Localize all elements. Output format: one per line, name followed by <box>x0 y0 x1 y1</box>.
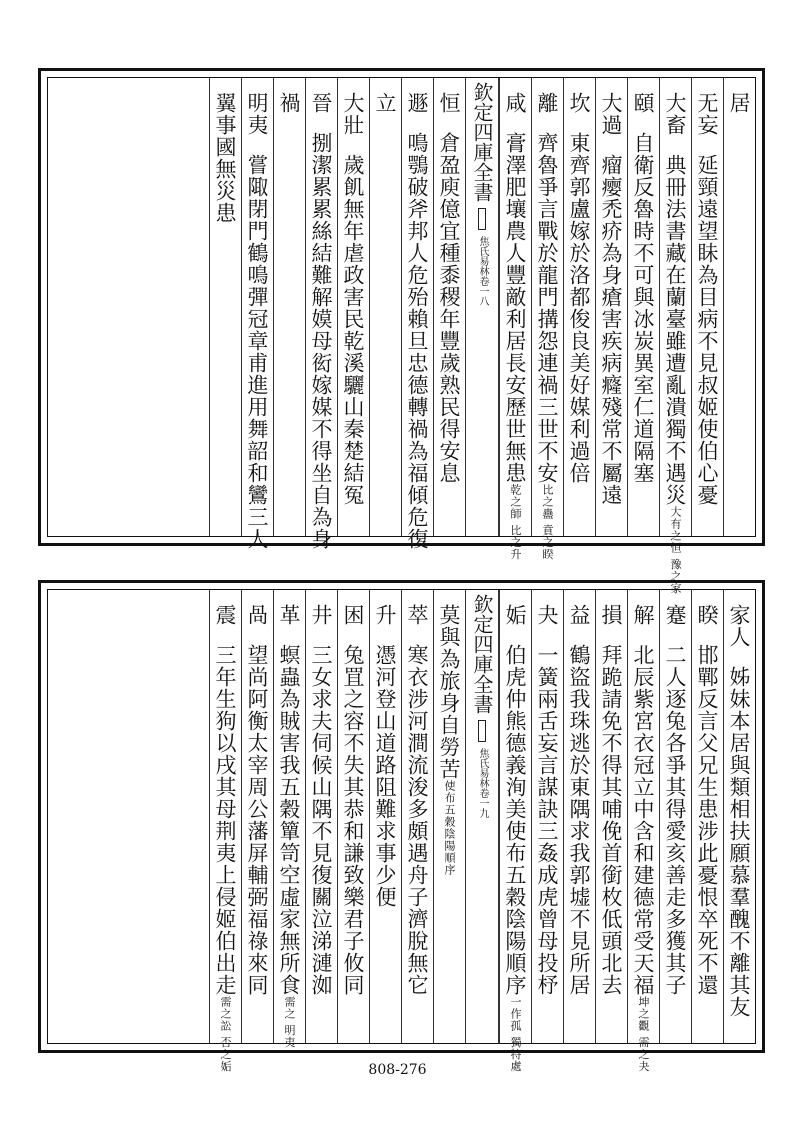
text-column <box>433 78 465 536</box>
interlinear-note: 比之蠱 賁之睽 <box>541 484 554 561</box>
verse-text: 鳴鶚破斧邦人危殆賴旦忠德轉禍為福傾危復 <box>405 132 429 550</box>
verse-text: 兔罝之容不失其恭和謙致樂君子攸同 <box>341 644 365 996</box>
text-column <box>499 78 531 561</box>
hexagram-heading: 萃 <box>405 604 429 626</box>
verse-text: 居 <box>727 92 751 114</box>
text-column <box>531 78 563 561</box>
hexagram-heading: 遯 <box>405 92 429 114</box>
verse-text: 立 <box>373 92 397 114</box>
interlinear-note: 坤之觀 需之夬 <box>637 996 650 1073</box>
fishtail-mark-icon <box>478 208 486 230</box>
hexagram-heading: 升 <box>373 604 397 626</box>
hexagram-heading: 无妄 <box>695 92 719 136</box>
interlinear-note: 一作孤 獨特處 <box>509 996 522 1073</box>
hexagram-heading: 損 <box>599 604 623 626</box>
verse-text: 一簧兩舌妄言謀訣三姦成虎曾母投杼 <box>535 644 559 996</box>
hexagram-heading: 大畜 <box>663 92 687 136</box>
hexagram-heading: 困 <box>341 604 365 626</box>
verse-text: 典冊法書藏在蘭臺雖遭亂潰獨不遇災 <box>663 154 687 506</box>
hexagram-heading: 蹇 <box>663 604 687 626</box>
center-fold <box>465 590 499 1043</box>
verse-text: 東齊郭盧嫁於洛都俊良美好媒利過倍 <box>567 132 591 484</box>
interlinear-note: 需之訟 否之姤 <box>219 996 232 1073</box>
hexagram-heading: 夬 <box>535 604 559 626</box>
verse-text: 伯虎仲熊德義洵美使布五穀陰陽順序 <box>503 644 527 996</box>
center-title: 欽定四庫全書 <box>470 82 494 202</box>
center-title: 欽定四庫全書 <box>470 594 494 714</box>
verse-text: 邯鄲反言父兄生患涉此憂恨卒死不還 <box>695 644 719 996</box>
margin-space <box>48 590 209 1043</box>
hexagram-heading: 益 <box>567 604 591 626</box>
text-column <box>627 590 659 1073</box>
hexagram-heading: 大過 <box>599 92 623 136</box>
text-column <box>305 78 337 550</box>
verse-text: 自衛反魯時不可與冰炭異室仁道隔塞 <box>631 132 655 484</box>
hexagram-heading: 震 <box>213 604 237 626</box>
text-column <box>305 590 337 1043</box>
upper-leaf-text-block <box>47 77 756 595</box>
text-column <box>401 590 433 1043</box>
text-column <box>241 590 273 1043</box>
leaf-number: 八 <box>477 296 488 306</box>
interlinear-note: 大有之恒 豫之家 <box>669 506 682 595</box>
text-column <box>531 590 563 1043</box>
hexagram-heading: 革 <box>277 604 301 626</box>
hexagram-heading: 恒 <box>437 92 461 114</box>
text-column <box>691 78 723 536</box>
verse-text: 望尚阿衡太宰周公藩屏輔弼福祿來同 <box>245 644 269 996</box>
page-number: 808-276 <box>368 1062 427 1078</box>
text-column <box>563 78 595 536</box>
verse-text: 延頸遠望眛為目病不見叔姬使伯心憂 <box>695 154 719 506</box>
hexagram-heading: 離 <box>535 92 559 114</box>
interlinear-note: 需之 明夷 <box>283 996 296 1049</box>
volume-label: 卷一 <box>477 276 488 296</box>
text-column <box>273 590 305 1049</box>
verse-text: 膏澤肥壤農人豐敵利居長安歷世無患 <box>503 132 527 484</box>
upper-leaf <box>38 68 765 595</box>
text-column <box>209 78 241 536</box>
hexagram-heading: 頤 <box>631 92 655 114</box>
verse-text: 莫與為旅身自勞苦 <box>437 604 461 780</box>
text-column <box>595 78 627 536</box>
verse-text: 憑河登山道路阻難求事少便 <box>373 644 397 908</box>
verse-text: 螟蟲為賊害我五穀簞笥空虛家無所食 <box>277 644 301 996</box>
text-column <box>369 590 401 1043</box>
hexagram-heading: 井 <box>309 604 333 626</box>
verse-text: 鶴盜我珠逃於東隅求我郭墟不見所居 <box>567 644 591 996</box>
hexagram-heading: 姤 <box>503 604 527 626</box>
verse-text: 禍 <box>277 92 301 114</box>
text-column <box>723 590 755 1043</box>
verse-text: 歲飢無年虐政害民乾溪驪山秦楚結冤 <box>341 154 365 506</box>
hexagram-heading: 晉 <box>309 92 333 114</box>
verse-text: 二人逐兔各爭其得愛亥善走多獲其子 <box>663 644 687 996</box>
text-column <box>433 590 465 1043</box>
text-column <box>273 78 305 536</box>
book-title: 焦氏易林 <box>477 236 488 276</box>
hexagram-heading: 解 <box>631 604 655 626</box>
text-column <box>401 78 433 550</box>
text-column <box>337 590 369 1043</box>
verse-text: 捌潔累累絲結難解嫫母衒嫁媒不得坐自為身 <box>309 132 333 550</box>
text-column <box>369 78 401 536</box>
verse-text: 北辰紫宮衣冠立中含和建德常受天福 <box>631 644 655 996</box>
hexagram-heading: 咸 <box>503 92 527 114</box>
hexagram-heading: 明夷 <box>245 92 269 136</box>
interlinear-note: 乾之師 比之升 <box>509 484 522 561</box>
text-column <box>723 78 755 536</box>
verse-text: 拜跪請免不得其哺俛首銜枚低頭北去 <box>599 644 623 996</box>
hexagram-heading: 家人 <box>727 604 751 648</box>
verse-text: 三年生狗以戌其母荆夷上侵姬伯出走 <box>213 644 237 996</box>
hexagram-heading: 睽 <box>695 604 719 626</box>
text-column <box>241 78 273 550</box>
text-column <box>595 590 627 1043</box>
margin-space <box>48 78 209 536</box>
verse-text: 寒衣涉河澗流浚多頗遇舟子濟脫無它 <box>405 644 429 996</box>
text-column <box>499 590 531 1073</box>
book-title: 焦氏易林 <box>477 748 488 788</box>
verse-text: 姊妹本居與類相扶願慕羣醜不離其友 <box>727 666 751 1018</box>
text-column <box>337 78 369 536</box>
verse-text: 三女求夫伺候山隅不見復關泣涕漣洳 <box>309 644 333 996</box>
interlinear-note: 使布五穀陰陽順序 <box>443 780 456 876</box>
verse-text: 嘗陬閉門鶴鳴彈冠章甫進用舞韶和鸞三人 <box>245 154 269 550</box>
text-column <box>691 590 723 1043</box>
verse-text: 翼事國無災患 <box>213 92 237 224</box>
volume-label: 卷一 <box>477 788 488 808</box>
text-column <box>209 590 241 1073</box>
verse-text: 齊魯爭言戰於龍門搆怨連禍三世不安 <box>535 132 559 484</box>
text-column <box>563 590 595 1043</box>
fishtail-mark-icon <box>478 720 486 742</box>
text-column <box>627 78 659 536</box>
center-fold <box>465 78 499 536</box>
hexagram-heading: 坎 <box>567 92 591 114</box>
text-column <box>659 78 691 595</box>
verse-text: 瘤瘿禿疥為身瘡害疾病癃殘常不屬遠 <box>599 154 623 506</box>
text-column <box>659 590 691 1043</box>
leaf-number: 九 <box>477 808 488 818</box>
verse-text: 倉盈庾億宜種黍稷年豐歲熟民得安息 <box>437 132 461 484</box>
hexagram-heading: 大壯 <box>341 92 365 136</box>
hexagram-heading: 咼 <box>245 604 269 626</box>
